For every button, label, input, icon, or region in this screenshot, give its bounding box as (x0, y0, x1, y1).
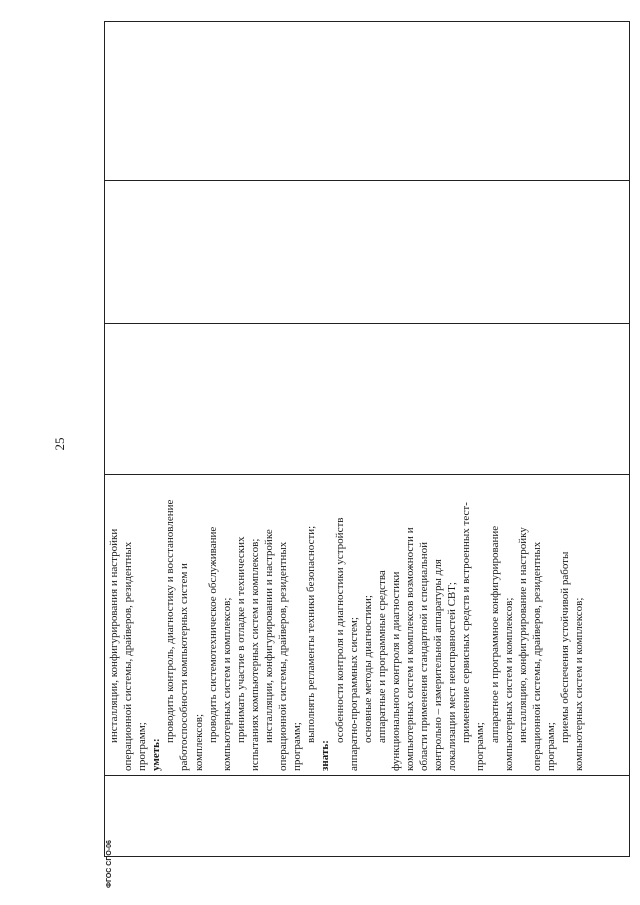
text-line: уметь: (150, 738, 163, 771)
page-number: 25 (52, 437, 67, 451)
table-cell-empty (105, 181, 630, 324)
text-line: программ; (544, 722, 557, 771)
text-line: операционной системы, драйверов, резидентных (530, 541, 543, 771)
text-line: знать: (319, 740, 332, 771)
text-line: особенности контроля и диагностики устройств (333, 517, 346, 743)
text-line: компьютерных систем и комплексов; (502, 597, 515, 771)
text-line: проводить системотехническое обслуживание (206, 526, 219, 743)
text-line: программ; (291, 722, 304, 771)
text-line: программ; (136, 722, 149, 771)
table-row (105, 22, 630, 857)
content-text (105, 475, 586, 775)
text-line: функционального контроля и диагностики (389, 571, 402, 771)
text-line: операционной системы, драйверов, резидентных (122, 541, 135, 771)
text-line: компьютерных систем и комплексов возможности и (403, 527, 416, 771)
text-line: операционной системы, драйверов, резидентных (277, 541, 290, 771)
text-line: компьютерных систем и комплексов; (220, 597, 233, 771)
table-cell-content (105, 475, 630, 776)
text-line: принимать участие в отладке и технических (234, 536, 247, 743)
text-line: контрольно – измерительной аппаратуры для (432, 559, 445, 771)
text-line: компьютерных систем и комплексов; (573, 597, 586, 771)
text-line: работоспособности компьютерных систем и (178, 563, 191, 771)
text-line: локализации мест неисправностей СВТ; (446, 582, 459, 771)
table-cell-empty (105, 324, 630, 475)
footer-code: ФГОС СПО-06 (106, 840, 113, 888)
text-line: аппаратные и программные средства (375, 570, 388, 743)
table-cell-empty (105, 22, 630, 181)
text-line: испытаниях компьютерных систем и комплексов; (248, 538, 261, 771)
text-line: инсталляции, конфигурирования и настройки (108, 528, 120, 743)
competency-table (104, 21, 630, 857)
table-cell-index (105, 776, 630, 857)
text-line: области применения стандартной и специальной (418, 541, 431, 771)
text-line: комплексов; (192, 714, 205, 771)
text-line: выполнять регламенты техники безопасности; (305, 525, 318, 743)
text-line: приемы обеспечения устойчивой работы (559, 551, 571, 743)
text-line: программ; (474, 722, 487, 771)
text-line: основные методы диагностики; (361, 595, 374, 743)
text-line: инсталляцию, конфигурирование и настройку (516, 527, 529, 743)
text-line: проводить контроль, диагностику и восстановление (164, 499, 177, 743)
text-line: применение сервисных средств и встроенных тест- (460, 502, 473, 743)
rotated-table-area (104, 27, 630, 857)
text-line: аппаратно-программных систем; (347, 617, 360, 771)
text-line: инсталляции, конфигурировании и настройке (263, 529, 276, 743)
text-line: аппаратное и программное конфигурирование (488, 525, 501, 743)
